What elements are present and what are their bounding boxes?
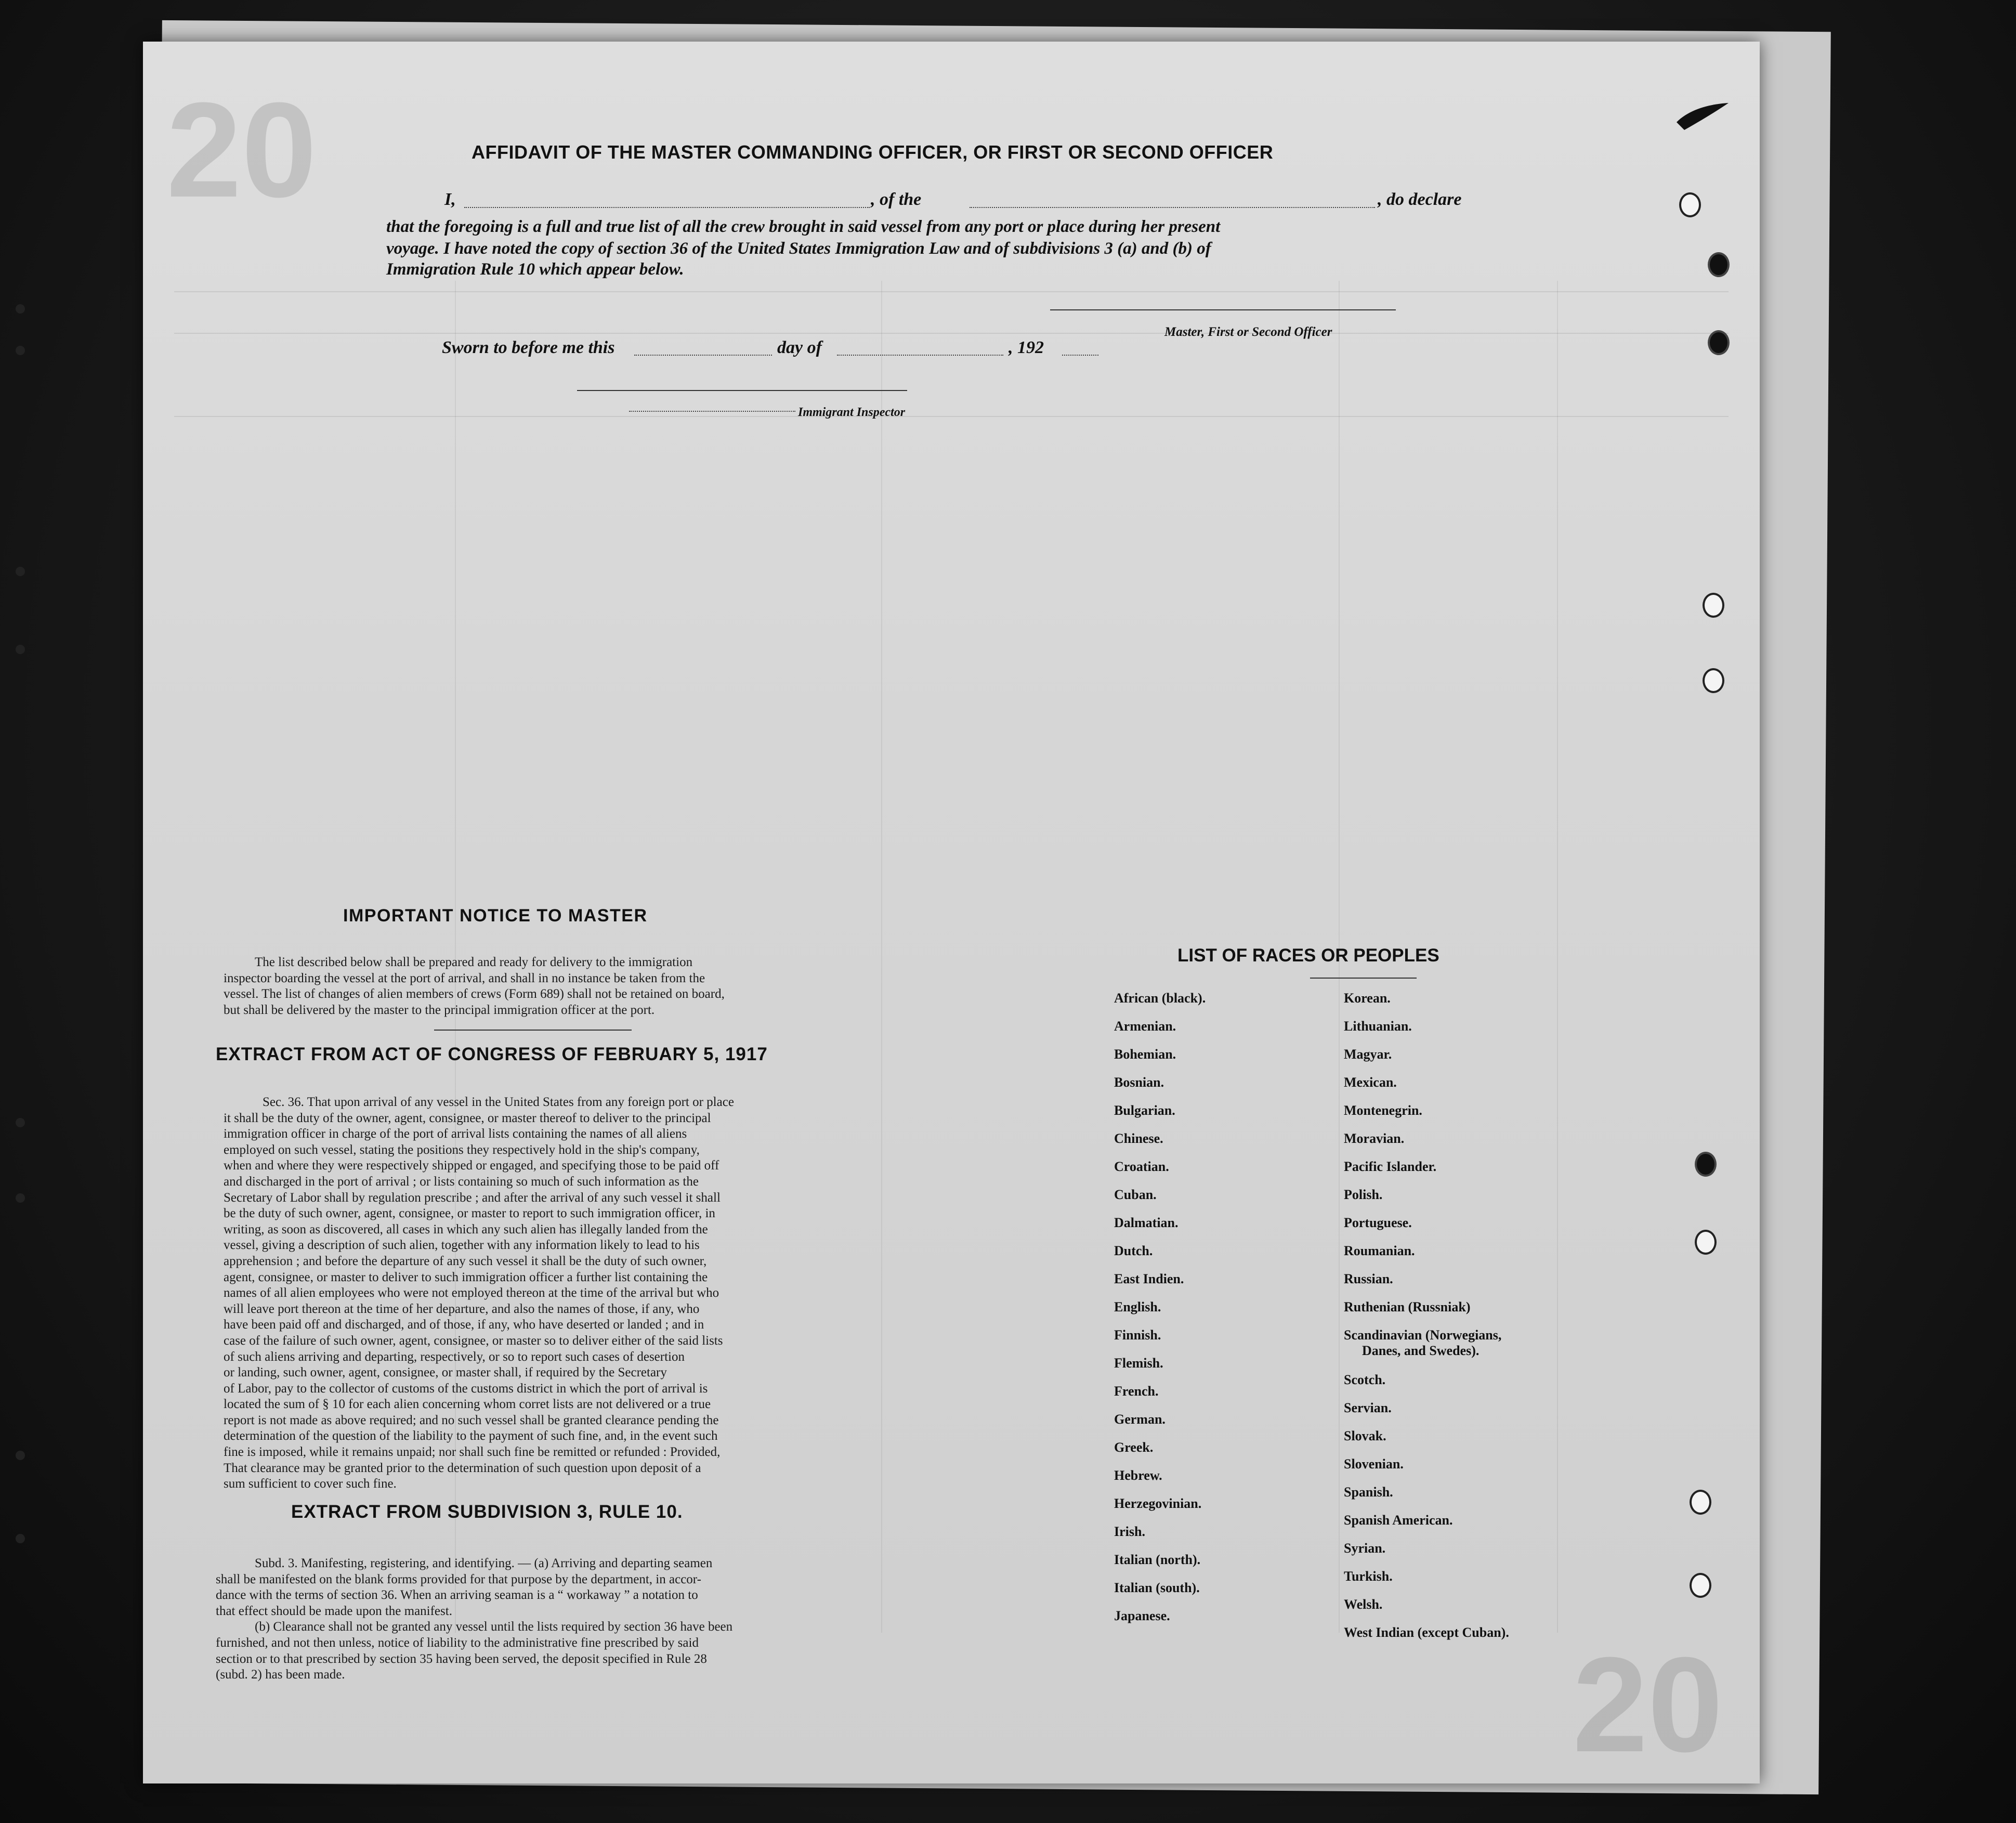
affidavit-i-label: I, (444, 190, 456, 209)
race-item: Pacific Islander. (1344, 1159, 1437, 1174)
race-item: Moravian. (1344, 1131, 1405, 1146)
affidavit-of-the-label: , of the (871, 190, 922, 209)
binder-hole-icon (1708, 252, 1730, 277)
extract-act-line: fine is imposed, while it remains unpaid; nor shall such fine be remitted or refunded : Provided, (224, 1445, 721, 1460)
races-divider (1310, 978, 1417, 979)
extract-act-line: names of all alien employees who were not employed thereon at the time of the arrival but who (224, 1286, 719, 1300)
extract-act-line: will leave port thereon at the time of her departure, and also the names of those, if any, who (224, 1301, 700, 1316)
extract-rule-title: EXTRACT FROM SUBDIVISION 3, RULE 10. (291, 1502, 683, 1522)
race-item: Roumanian. (1344, 1243, 1415, 1258)
binder-hole-icon (1695, 1230, 1717, 1255)
binder-hole-icon (1703, 668, 1724, 693)
affidavit-line-4: Immigration Rule 10 which appear below. (386, 260, 684, 279)
race-item: Japanese. (1114, 1608, 1170, 1623)
inspector-label: Immigrant Inspector (798, 406, 906, 419)
race-item: Italian (south). (1114, 1580, 1200, 1595)
extract-act-line: Secretary of Labor shall by regulation prescribe ; and after the arrival of any such vessel it shall (224, 1190, 721, 1205)
race-item: Turkish. (1344, 1569, 1393, 1584)
affidavit-name-line (464, 207, 870, 208)
race-item: Dalmatian. (1114, 1215, 1179, 1230)
race-item: Italian (north). (1114, 1552, 1201, 1567)
race-item: Scandinavian (Norwegians, (1344, 1327, 1502, 1343)
race-item: Syrian. (1344, 1541, 1386, 1556)
extract-act-line: immigration officer in charge of the port of arrival lists containing the names of all aliens (224, 1127, 687, 1141)
race-item: Magyar. (1344, 1047, 1392, 1062)
race-item: Polish. (1344, 1187, 1383, 1202)
extract-rule-line: shall be manifested on the blank forms provided for that purpose by the department, in accor- (216, 1572, 701, 1586)
bleed-through-rule (174, 416, 1729, 417)
extract-act-line: determination of the question of the liability to the payment of such fine, and, in the event such (224, 1429, 718, 1443)
race-item: Bohemian. (1114, 1047, 1176, 1062)
binder-hole-icon (1690, 1490, 1711, 1515)
inspector-dotted-line (629, 411, 795, 412)
affidavit-line-3: voyage. I have noted the copy of section 36 of the United States Immigration Law and of subdivisions 3 (a) and (b) of (386, 239, 1211, 258)
extract-rule-line: dance with the terms of section 36. When an arriving seaman is a “ workaway ” a notation to (216, 1588, 698, 1603)
year-line (1062, 355, 1098, 356)
extract-act-line: and discharged in the port of arrival ; or lists containing so much of such information as the (224, 1174, 699, 1189)
race-item: Spanish American. (1344, 1513, 1453, 1528)
extract-act-line: when and where they were respectively shipped or engaged, and specifying those to be paid off (224, 1158, 719, 1173)
notice-line: vessel. The list of changes of alien members of crews (Form 689) shall not be retained on board, (224, 987, 725, 1001)
races-title: LIST OF RACES OR PEOPLES (1177, 945, 1439, 966)
bleed-through-rule (174, 333, 1729, 334)
race-item: Herzegovinian. (1114, 1496, 1202, 1511)
affidavit-vessel-line (970, 207, 1375, 208)
sworn-label: Sworn to before me this (442, 338, 615, 357)
year-label: , 192 (1009, 338, 1044, 357)
race-item: East Indien. (1114, 1271, 1184, 1286)
race-item: English. (1114, 1299, 1161, 1314)
binder-tack-icon (16, 567, 25, 576)
month-line (837, 355, 1003, 356)
race-item: Flemish. (1114, 1356, 1163, 1371)
bleed-through-rule (174, 291, 1729, 292)
extract-act-line: employed on such vessel, stating the positions they respectively hold in the ship's company, (224, 1142, 700, 1157)
binder-tack-icon (16, 1451, 25, 1460)
race-item: Finnish. (1114, 1327, 1161, 1343)
race-item: Croatian. (1114, 1159, 1169, 1174)
extract-rule-line: Subd. 3. Manifesting, registering, and identifying. — (a) Arriving and departing seamen (255, 1556, 713, 1570)
notice-line: The list described below shall be prepared and ready for delivery to the immigration (255, 955, 693, 969)
race-item: Slovenian. (1344, 1456, 1404, 1472)
extract-act-line: sum sufficient to cover such fine. (224, 1477, 397, 1491)
binder-tack-icon (16, 1534, 25, 1543)
race-item: Hebrew. (1114, 1468, 1162, 1483)
extract-rule-line: furnished, and not then unless, notice of liability to the administrative fine prescribed by said (216, 1635, 699, 1650)
race-item: Dutch. (1114, 1243, 1153, 1258)
extract-rule-line: (b) Clearance shall not be granted any vessel until the lists required by section 36 have been (255, 1620, 733, 1634)
race-item: Welsh. (1344, 1597, 1383, 1612)
race-item: Korean. (1344, 991, 1391, 1006)
binder-hole-icon (1708, 330, 1730, 355)
binder-hole-icon (1679, 192, 1701, 217)
race-item: Montenegrin. (1344, 1103, 1422, 1118)
extract-rule-line: (subd. 2) has been made. (216, 1668, 345, 1682)
race-item: Spanish. (1344, 1485, 1393, 1500)
race-item: Servian. (1344, 1400, 1392, 1415)
notice-body (224, 955, 850, 1018)
binder-hole-icon (1690, 1573, 1711, 1598)
extract-act-line: report is not made as above required; and no such vessel shall be granted clearance pending the (224, 1413, 719, 1427)
race-item: Chinese. (1114, 1131, 1163, 1146)
section-divider (434, 1030, 632, 1031)
race-item: Irish. (1114, 1524, 1145, 1539)
race-item: Bosnian. (1114, 1075, 1164, 1090)
extract-act-line: or landing, such owner, agent, consignee, or master shall, if required by the Secretary (224, 1365, 667, 1380)
race-item: Mexican. (1344, 1075, 1397, 1090)
race-item: Armenian. (1114, 1019, 1176, 1034)
extract-act-line: it shall be the duty of the owner, agent, consignee, or master thereof to deliver to the principal (224, 1111, 711, 1125)
extract-act-title: EXTRACT FROM ACT OF CONGRESS OF FEBRUARY 5, 1917 (216, 1044, 768, 1064)
binder-tack-icon (16, 304, 25, 314)
race-item: Bulgarian. (1114, 1103, 1175, 1118)
extract-act-line: of such aliens arriving and departing, respectively, or so to report such cases of desertion (224, 1349, 685, 1364)
race-item: Cuban. (1114, 1187, 1157, 1202)
extract-rule-line: section or to that prescribed by section 35 having been served, the deposit specified in Rule 28 (216, 1651, 707, 1666)
extract-act-line: That clearance may be granted prior to the determination of such question upon deposit of a (224, 1461, 701, 1475)
race-item: Russian. (1344, 1271, 1393, 1286)
bleed-through-mark-bottom: 20 (1573, 1630, 1723, 1780)
sworn-date-line (634, 355, 772, 356)
extract-act-line: have been paid off and discharged, and of those, if any, who have deserted or landed ; and in (224, 1318, 704, 1332)
extract-act-line: be the duty of such owner, agent, consignee, or master to report to such immigration officer, in (224, 1206, 715, 1221)
inspector-signature-line (577, 390, 907, 391)
day-of-label: day of (777, 338, 822, 357)
extract-act-line: of Labor, pay to the collector of customs of the customs district in which the port of arrival is (224, 1381, 708, 1396)
extract-rule-body (216, 1556, 855, 1683)
binder-hole-icon (1695, 1152, 1717, 1177)
extract-act-line: agent, consignee, or master to deliver to such immigration officer a further list containing the (224, 1270, 708, 1284)
race-item: Scotch. (1344, 1372, 1386, 1387)
extract-act-body (224, 1095, 855, 1492)
binder-tack-icon (16, 1118, 25, 1127)
notice-title: IMPORTANT NOTICE TO MASTER (343, 906, 648, 926)
officer-signature-line (1050, 309, 1396, 310)
notice-line: but shall be delivered by the master to the principal immigration officer at the port. (224, 1002, 655, 1017)
officer-signature-label: Master, First or Second Officer (1164, 325, 1332, 339)
document-page (143, 42, 1760, 1783)
extract-act-line: Sec. 36. That upon arrival of any vessel in the United States from any foreign port or place (263, 1095, 734, 1109)
affidavit-title: AFFIDAVIT OF THE MASTER COMMANDING OFFICER, OR FIRST OR SECOND OFFICER (472, 141, 1274, 163)
bleed-through-mark: 20 (166, 75, 317, 226)
ink-mark-icon (1674, 99, 1731, 135)
bleed-through-column (1557, 281, 1558, 1633)
extract-act-line: apprehension ; and before the departure of any such vessel it shall be the duty of such owner, (224, 1254, 707, 1268)
notice-line: inspector boarding the vessel at the port of arrival, and shall in no instance be taken from the (224, 971, 705, 985)
bleed-through-column (881, 281, 882, 1633)
race-item: Portuguese. (1344, 1215, 1412, 1230)
race-item: Danes, and Swedes). (1362, 1343, 1480, 1358)
race-item: Slovak. (1344, 1428, 1386, 1443)
race-item: Ruthenian (Russniak) (1344, 1299, 1471, 1314)
affidavit-line-2: that the foregoing is a full and true list of all the crew brought in said vessel from any port or place during her present (386, 217, 1221, 236)
extract-rule-line: that effect should be made upon the manifest. (216, 1604, 452, 1618)
race-item: Lithuanian. (1344, 1019, 1412, 1034)
extract-act-line: case of the failure of such owner, agent, consignee, or master so to deliver either of the said lists (224, 1333, 723, 1348)
extract-act-line: vessel, giving a description of such alien, together with any information likely to lead to his (224, 1238, 700, 1253)
binder-tack-icon (16, 346, 25, 355)
binder-tack-icon (16, 645, 25, 654)
binder-hole-icon (1703, 593, 1724, 618)
affidavit-declare-label: , do declare (1378, 190, 1462, 209)
extract-act-line: located the sum of § 10 for each alien concerning whom corret lists are not delivered or a true (224, 1397, 711, 1412)
race-item: German. (1114, 1412, 1166, 1427)
binder-tack-icon (16, 1193, 25, 1203)
race-item: French. (1114, 1384, 1159, 1399)
race-item: African (black). (1114, 991, 1206, 1006)
race-item: West Indian (except Cuban). (1344, 1625, 1509, 1640)
extract-act-line: writing, as soon as discovered, all cases in which any such alien has illegally landed from the (224, 1222, 708, 1236)
race-item: Greek. (1114, 1440, 1154, 1455)
